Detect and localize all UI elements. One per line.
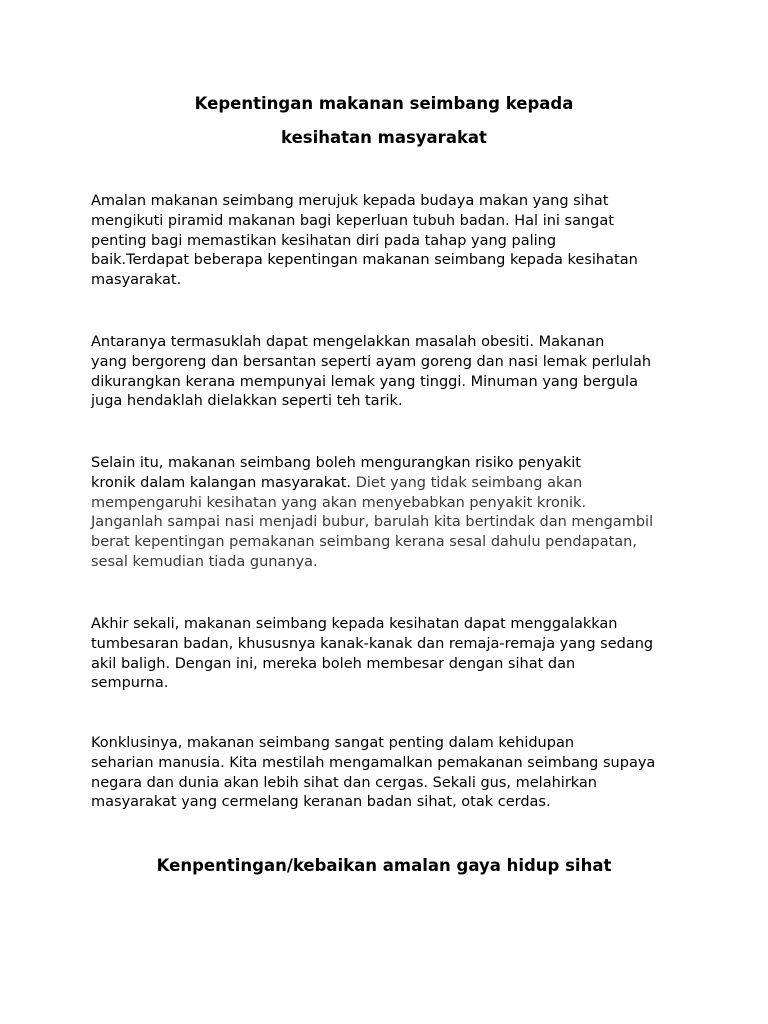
paragraph-conclusion: Konklusinya, makanan seimbang sangat penting dalam kehidupan seharian manusia. Kita mestilah mengamalkan pemakanan seimbang supaya negara dan dunia akan lebih sihat dan cergas. Sekali gus, melahirkan masyarakat yang cermelang keranan badan sihat, otak cerdas. [91, 735, 656, 811]
page-title-line-1: Kepentingan makanan seimbang kepada [194, 94, 574, 113]
section-subheading: Kenpentingan/kebaikan amalan gaya hidup sihat [156, 856, 612, 875]
paragraph-chronic-disease-lead: Selain itu, makanan seimbang boleh mengurangkan risiko penyakit kronik dalam kalangan masyarakat. [91, 455, 581, 491]
paragraph-chronic-disease-detail: Diet yang tidak seimbang akan mempengaruhi kesihatan yang akan menyebabkan penyakit kronik. Janganlah sampai nasi menjadi bubur, barulah kita bertindak dan mengambil berat kepentingan pemakanan seimbang kerana sesal dahulu pendapatan, sesal kemudian tiada gunanya. [91, 474, 654, 570]
paragraph-growth: Akhir sekali, makanan seimbang kepada kesihatan dapat menggalakkan tumbesaran badan, khususnya kanak-kanak dan remaja-remaja yang sedang akil baligh. Dengan ini, mereka boleh membesar dengan sihat dan sempurna. [91, 616, 654, 692]
paragraph-chronic-disease [91, 454, 691, 573]
paragraph-obesity: Antaranya termasuklah dapat mengelakkan masalah obesiti. Makanan yang bergoreng dan bersantan seperti ayam goreng dan nasi lemak perlulah dikurangkan kerana mempunyai lemak yang tinggi. Minuman yang bergula juga hendaklah dielakkan seperti teh tarik. [91, 334, 652, 410]
page-title-line-2: kesihatan masyarakat [281, 128, 487, 147]
paragraph-introduction: Amalan makanan seimbang merujuk kepada budaya makan yang sihat mengikuti piramid makanan bagi keperluan tubuh badan. Hal ini sangat penting bagi memastikan kesihatan diri pada tahap yang paling baik.Terdapat beberapa kepentingan makanan seimbang kepada kesihatan masyarakat. [91, 193, 638, 289]
